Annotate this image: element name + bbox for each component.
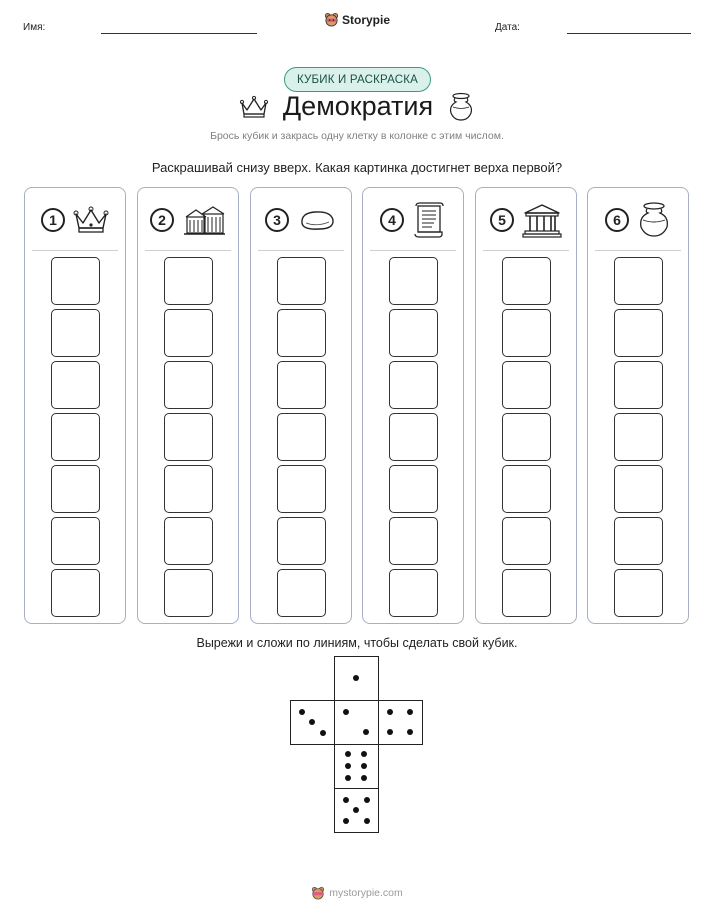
column-header (25, 200, 125, 240)
column-number: 4 (380, 208, 404, 232)
column-number: 5 (490, 208, 514, 232)
color-cell[interactable] (614, 413, 663, 461)
stone-icon (297, 206, 337, 234)
dice-pip (364, 818, 370, 824)
dice-face-2 (334, 700, 379, 745)
column-divider (370, 250, 456, 251)
color-cell[interactable] (614, 465, 663, 513)
column-number: 1 (41, 208, 65, 232)
color-cell[interactable] (389, 413, 438, 461)
color-cell[interactable] (164, 361, 213, 409)
color-cell[interactable] (164, 309, 213, 357)
game-instruction: Раскрашивай снизу вверх. Какая картинка достигнет верха первой? (151, 160, 563, 175)
column-header (476, 200, 576, 240)
dice-pip (387, 729, 393, 735)
dice-face-1 (334, 656, 379, 701)
bear-icon (324, 12, 339, 27)
page-title: Демократия (282, 91, 434, 121)
column-divider (595, 250, 681, 251)
column-divider (145, 250, 231, 251)
name-line[interactable] (101, 33, 257, 34)
color-cell[interactable] (164, 257, 213, 305)
name-label: Имя: (23, 22, 46, 33)
dice-pip (364, 797, 370, 803)
color-cell[interactable] (389, 309, 438, 357)
footer (0, 886, 714, 900)
dice-pip (353, 807, 359, 813)
dice-pip (343, 818, 349, 824)
dice-column-2 (137, 187, 239, 624)
column-number: 6 (605, 208, 629, 232)
dice-pip (407, 709, 413, 715)
dice-pip (345, 763, 351, 769)
column-header (363, 200, 463, 240)
color-cell[interactable] (164, 413, 213, 461)
color-cell[interactable] (277, 569, 326, 617)
color-cell[interactable] (502, 257, 551, 305)
brand-name: Storypie (341, 12, 390, 27)
color-cell[interactable] (614, 309, 663, 357)
color-cell[interactable] (614, 361, 663, 409)
column-number: 3 (265, 208, 289, 232)
dice-pip (353, 675, 359, 681)
footer-url: mystorypie.com (329, 887, 403, 899)
column-divider (258, 250, 344, 251)
bear-icon (311, 886, 325, 900)
column-header (138, 200, 238, 240)
color-cell[interactable] (389, 465, 438, 513)
dice-column-4 (362, 187, 464, 624)
dice-pip (361, 763, 367, 769)
dice-face-4 (378, 700, 423, 745)
color-cell[interactable] (614, 257, 663, 305)
column-header (588, 200, 688, 240)
crown-icon (239, 95, 269, 119)
color-cell[interactable] (164, 465, 213, 513)
activity-badge: КУБИК И РАСКРАСКА (284, 67, 431, 92)
dice-pip (345, 775, 351, 781)
color-cell[interactable] (502, 465, 551, 513)
color-cell[interactable] (277, 413, 326, 461)
brand-logo (0, 12, 714, 27)
dice-face-3 (290, 700, 335, 745)
color-cell[interactable] (51, 361, 100, 409)
color-cell[interactable] (614, 569, 663, 617)
color-cell[interactable] (389, 569, 438, 617)
color-cell[interactable] (389, 517, 438, 565)
dice-pip (343, 797, 349, 803)
color-cell[interactable] (164, 569, 213, 617)
column-divider (32, 250, 118, 251)
color-cell[interactable] (51, 465, 100, 513)
dice-pip (361, 775, 367, 781)
column-divider (483, 250, 569, 251)
dice-pip (345, 751, 351, 757)
color-cell[interactable] (502, 361, 551, 409)
dice-column-5 (475, 187, 577, 624)
date-label: Дата: (495, 22, 520, 33)
dice-pip (407, 729, 413, 735)
town-icon (182, 203, 226, 237)
dice-face-6 (334, 744, 379, 789)
cut-instruction: Вырежи и сложи по линиям, чтобы сделать свой кубик. (196, 636, 518, 650)
color-cell[interactable] (277, 465, 326, 513)
color-cell[interactable] (502, 517, 551, 565)
crown-icon (73, 205, 109, 235)
color-cell[interactable] (164, 517, 213, 565)
color-cell[interactable] (51, 257, 100, 305)
dice-column-6 (587, 187, 689, 624)
dice-face-5 (334, 788, 379, 833)
dice-pip (343, 709, 349, 715)
dice-pip (387, 709, 393, 715)
color-cell[interactable] (389, 361, 438, 409)
color-cell[interactable] (277, 361, 326, 409)
pot-icon (637, 201, 671, 239)
color-cell[interactable] (51, 517, 100, 565)
temple-icon (522, 202, 562, 238)
dice-column-1 (24, 187, 126, 624)
color-cell[interactable] (502, 309, 551, 357)
color-cell[interactable] (502, 569, 551, 617)
column-header (251, 200, 351, 240)
color-cell[interactable] (502, 413, 551, 461)
dice-pip (309, 719, 315, 725)
dice-pip (363, 729, 369, 735)
color-cell[interactable] (51, 569, 100, 617)
color-cell[interactable] (389, 257, 438, 305)
date-line[interactable] (567, 33, 691, 34)
dice-pip (320, 730, 326, 736)
page-subtitle: Брось кубик и закрась одну клетку в колонке с этим числом. (210, 130, 504, 142)
color-cell[interactable] (51, 413, 100, 461)
dice-pip (361, 751, 367, 757)
dice-pip (299, 709, 305, 715)
pot-icon (447, 92, 475, 122)
scroll-icon (412, 201, 446, 239)
dice-column-3 (250, 187, 352, 624)
column-number: 2 (150, 208, 174, 232)
color-cell[interactable] (277, 517, 326, 565)
color-cell[interactable] (277, 257, 326, 305)
color-cell[interactable] (51, 309, 100, 357)
color-cell[interactable] (614, 517, 663, 565)
color-cell[interactable] (277, 309, 326, 357)
